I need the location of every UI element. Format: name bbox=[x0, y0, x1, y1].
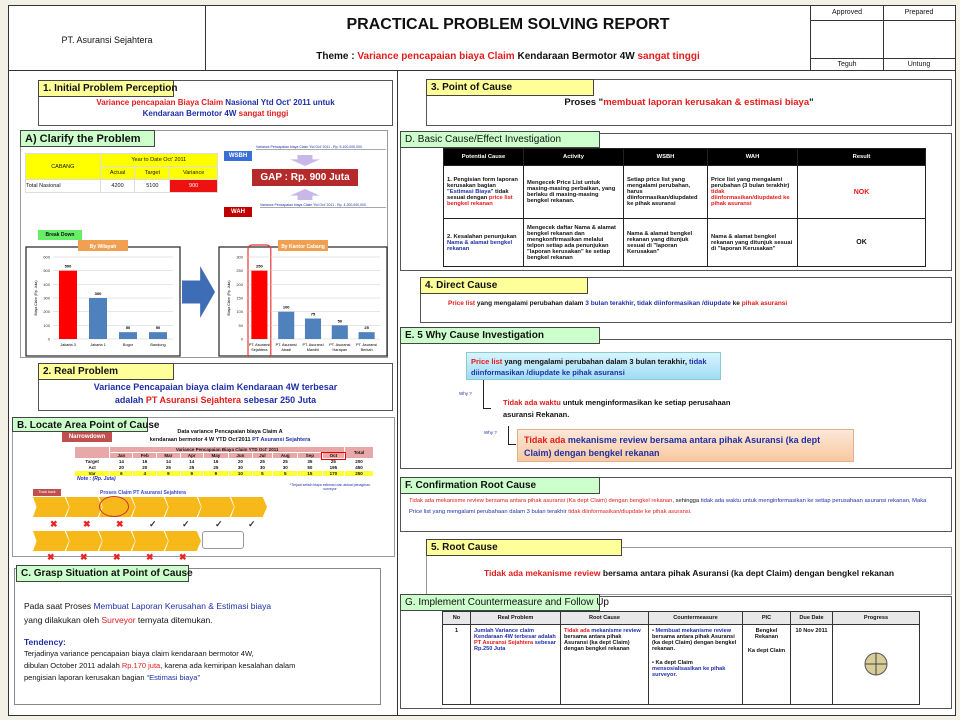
section-title: G. Implement Countermeasure and Follow Up bbox=[400, 594, 600, 611]
text-segment: Price list bbox=[471, 357, 505, 366]
cell: 9 bbox=[157, 471, 181, 477]
cell: 900 bbox=[170, 180, 218, 193]
month-header: Jun bbox=[229, 453, 253, 459]
cell: 20 bbox=[229, 459, 253, 465]
data-label: 50 bbox=[337, 318, 343, 324]
tendency-line bbox=[24, 673, 200, 682]
category-label: Harapan bbox=[332, 348, 348, 352]
section-title: 2. Real Problem bbox=[38, 363, 174, 380]
cause-effect-table bbox=[443, 148, 926, 267]
col-header: Activity bbox=[524, 149, 624, 166]
text-segment: bersama antara pihak Asuransi (ka dept Claim) dengan bengkel rekanan bbox=[564, 634, 630, 652]
bar bbox=[59, 271, 77, 339]
narrowdown-label: Narrowdown bbox=[62, 432, 112, 442]
why-level-2 bbox=[503, 397, 753, 421]
cross-icon: ✖ bbox=[80, 552, 88, 562]
table-row bbox=[444, 166, 926, 219]
text-segment: , karena ada kemiripan kesalahan dalam bbox=[160, 661, 296, 670]
y-tick-label: 600 bbox=[43, 254, 50, 260]
bar bbox=[332, 325, 348, 339]
process-step bbox=[99, 531, 135, 551]
text-segment: sebesar Rp.250 Juta bbox=[474, 640, 556, 652]
y-tick-label: 100 bbox=[236, 309, 243, 315]
text-segment: tidak diinformasikan/diupdated ke pihak asuransi bbox=[711, 189, 790, 207]
confirmation-text bbox=[409, 496, 929, 518]
tendency-line bbox=[24, 649, 254, 658]
cell-cause bbox=[444, 219, 524, 267]
cross-icon: ✖ bbox=[83, 519, 91, 529]
cell: 195 bbox=[322, 465, 345, 471]
section-title: C. Grasp Situation at Point of Cause bbox=[16, 565, 189, 582]
cell-wah bbox=[708, 219, 798, 267]
text-segment: membuat laporan kerusakan & estimasi biaya bbox=[603, 97, 810, 108]
cell: 5 bbox=[273, 471, 298, 477]
cell: 170 bbox=[322, 471, 345, 477]
text-segment: " bbox=[809, 97, 814, 108]
col-header: CABANG bbox=[26, 154, 101, 180]
text-segment: Rp.170 juta bbox=[121, 661, 161, 670]
cell-total: 250 bbox=[345, 471, 374, 477]
trackback-label: Track back bbox=[33, 489, 61, 496]
gap-badge: GAP : Rp. 900 Juta bbox=[252, 169, 358, 186]
text-segment: yang dilakukan oleh bbox=[24, 615, 102, 625]
cell: 16 bbox=[203, 459, 228, 465]
cross-icon: ✖ bbox=[113, 552, 121, 562]
cell: 25 bbox=[252, 459, 272, 465]
col-header: Real Problem bbox=[471, 612, 561, 625]
month-header: Jan bbox=[110, 453, 133, 459]
table-remark: *Terjadi selisih biaya estimasi dan aktual penagihan surveyor bbox=[290, 483, 370, 491]
data-label: 300 bbox=[94, 291, 102, 296]
cell-no: 1 bbox=[443, 625, 471, 705]
col-header: Result bbox=[798, 149, 926, 166]
cell: 25 bbox=[157, 465, 181, 471]
text-segment: Mengecek Price List untuk masing-masing perbaikan, yang berlaku di masing-masing bengkel rekanan. bbox=[527, 180, 616, 204]
text-segment: "Estimasi Biaya" bbox=[447, 189, 496, 195]
approved-name: Teguh bbox=[837, 61, 857, 68]
chart-by-wilayah bbox=[25, 235, 181, 357]
month-header: Jul bbox=[252, 453, 272, 459]
check-icon: ✓ bbox=[182, 519, 190, 529]
cell: 4200 bbox=[100, 180, 135, 193]
y-tick-label: 300 bbox=[236, 254, 243, 260]
company-name: PT. Asuransi Sejahtera bbox=[61, 35, 153, 45]
text-segment: 2. Kesalahan penunjukan bbox=[447, 233, 517, 240]
perception-line-1 bbox=[39, 98, 392, 107]
text-segment: Variance pencapaian Biaya Claim bbox=[96, 98, 226, 107]
text-segment: Nama & alamat bengkel rekanan bbox=[447, 239, 513, 252]
why-label: Why ? bbox=[484, 430, 497, 435]
text-segment: ke bbox=[732, 300, 742, 307]
cross-icon: ✖ bbox=[50, 519, 58, 529]
col-header: PIC bbox=[743, 612, 791, 625]
variance-table bbox=[74, 446, 374, 477]
why-level-3 bbox=[517, 429, 854, 462]
text-segment: Tidak ada waktu bbox=[503, 398, 563, 407]
category-label: PT. Asuransi bbox=[356, 343, 378, 347]
y-tick-label: 500 bbox=[43, 268, 50, 274]
y-tick-label: 0 bbox=[240, 336, 243, 342]
wsbh-badge: WSBH bbox=[224, 151, 252, 161]
process-step bbox=[132, 497, 168, 517]
report-title: PRACTICAL PROBLEM SOLVING REPORT bbox=[346, 16, 670, 33]
cell: 5 bbox=[252, 471, 272, 477]
tendency-line bbox=[24, 661, 295, 670]
chart-title: By Wilayah bbox=[89, 244, 117, 250]
data-label: 500 bbox=[64, 263, 72, 269]
col-header: WAH bbox=[708, 149, 798, 166]
pic-2: Ka dept Claim bbox=[747, 648, 786, 654]
category-label: PT. Asuransi bbox=[275, 343, 297, 347]
cell-total: 450 bbox=[345, 465, 374, 471]
note-box bbox=[202, 531, 244, 549]
grasp-line bbox=[24, 615, 213, 625]
data-label: 75 bbox=[310, 311, 316, 317]
text-segment: tidak diinformasikan/diupdate ke pihak asuransi. bbox=[568, 509, 692, 515]
text-segment: tidak ada waktu untuk menginformasikan ke setiap perusahaan asuransi rekanan, Maka Price list yang mengalami perubahaan dalam 3 bulan terakhir bbox=[409, 498, 927, 515]
cell-wsbh bbox=[624, 166, 708, 219]
data-caption bbox=[110, 437, 350, 443]
real-problem-line-2 bbox=[39, 395, 392, 405]
col-header: Target bbox=[135, 167, 170, 180]
cell-total: 200 bbox=[345, 459, 374, 465]
connector bbox=[483, 380, 491, 409]
cell: 14 bbox=[180, 459, 203, 465]
cell: 35 bbox=[298, 459, 322, 465]
data-label: 100 bbox=[282, 304, 290, 310]
row-label: Total Nasional bbox=[26, 180, 101, 193]
y-tick-label: 300 bbox=[43, 295, 50, 301]
bar bbox=[278, 312, 294, 339]
company-cell bbox=[8, 5, 206, 71]
highlight-circle bbox=[99, 496, 129, 517]
countermeasure-1 bbox=[652, 628, 739, 652]
check-icon: ✓ bbox=[149, 519, 157, 529]
section-grasp-situation bbox=[14, 568, 381, 705]
col-header: Progress bbox=[833, 612, 920, 625]
approval-block bbox=[810, 5, 956, 71]
data-caption: Data variance Pencapaian biaya Claim A bbox=[177, 429, 283, 435]
text-segment: 3 bulan terakhir, tidak diinformasikan /diupdate bbox=[585, 300, 733, 307]
wah-badge: WAH bbox=[224, 207, 252, 217]
process-step bbox=[165, 497, 201, 517]
month-header: May bbox=[203, 453, 228, 459]
text-segment: Price list yang mengalami perubahan (3 bulan terakhir) bbox=[711, 177, 790, 189]
chart-by-kantor-cabang bbox=[218, 235, 388, 357]
y-tick-label: 150 bbox=[236, 295, 243, 301]
text-segment: bersama antara pihak Asuransi (ka dept Claim) dengan bengkel rekanan bbox=[602, 568, 895, 578]
text-segment: pihak asuransi bbox=[741, 300, 788, 307]
section-title: 5. Root Cause bbox=[426, 539, 622, 556]
cell-activity bbox=[524, 166, 624, 219]
cell: 5100 bbox=[135, 180, 170, 193]
category-label: Bandung bbox=[150, 343, 166, 347]
text-segment: PT Asuransi Sejahtera bbox=[474, 640, 535, 646]
text-segment: kendaraan bermotor 4 W YTD Oct'2011 bbox=[149, 437, 253, 443]
y-tick-label: 200 bbox=[236, 281, 243, 287]
section-title: F. Confirmation Root Cause bbox=[400, 477, 600, 494]
category-label: PT. Asuransi bbox=[302, 343, 324, 347]
col-header: Root Cause bbox=[561, 612, 649, 625]
cell: 6 bbox=[110, 471, 133, 477]
bar bbox=[305, 319, 321, 340]
cell: 25 bbox=[273, 459, 298, 465]
cell: 4 bbox=[133, 471, 157, 477]
cell-due-date: 10 Nov 2011 bbox=[791, 625, 833, 705]
data-label: 50 bbox=[125, 325, 131, 331]
text-segment: Tidak ada mekanisme review bersama antara pihak asuransi (Ka dept Claim) dengan bengkel rekanan bbox=[409, 498, 673, 504]
table-row bbox=[75, 471, 374, 477]
cell-wah bbox=[708, 166, 798, 219]
section-title: 4. Direct Cause bbox=[420, 277, 588, 294]
cross-icon: ✖ bbox=[47, 552, 55, 562]
root-cause-text bbox=[427, 568, 951, 578]
wsbh-text: Variance Pencapaian biaya Claim Ytd Oct' 2011 - Rp. 5,100,000,000 bbox=[256, 145, 386, 150]
text-segment: sebesar 250 Juta bbox=[243, 395, 317, 405]
row-label: Target bbox=[75, 459, 110, 465]
section-title: A) Clarify the Problem bbox=[20, 130, 155, 147]
process-step bbox=[231, 497, 267, 517]
cell: 30 bbox=[229, 465, 253, 471]
text-segment: 1. Pengisian form laporan kerusakan bagian bbox=[447, 177, 518, 189]
section-title: 1. Initial Problem Perception bbox=[38, 80, 174, 97]
cell-activity bbox=[524, 219, 624, 267]
connector bbox=[508, 426, 516, 445]
category-label: Jakarta 3 bbox=[60, 343, 76, 347]
y-tick-label: 50 bbox=[238, 322, 243, 328]
perception-line-2 bbox=[39, 109, 392, 118]
text-segment: adalah bbox=[114, 395, 146, 405]
col-header: Total bbox=[345, 447, 374, 459]
text-segment: Pada saat Proses bbox=[24, 601, 94, 611]
y-tick-label: 250 bbox=[236, 268, 243, 274]
text-segment: yang mengalami perubahan dalam bbox=[476, 300, 586, 307]
y-axis-label: Biaya Claim (Rp. Juta) bbox=[34, 280, 38, 316]
y-tick-label: 100 bbox=[43, 322, 50, 328]
text-segment: Nama & alamat bengkel rekanan yang ditunjuk sesuai di "laporan Kerusakan" bbox=[711, 233, 793, 252]
col-header: Countermeasure bbox=[649, 612, 743, 625]
approved-label: Approved bbox=[832, 9, 862, 16]
process-title: Proses Claim PT Asuransi Sejahtera bbox=[100, 490, 186, 496]
countermeasure-2 bbox=[652, 660, 739, 678]
cell: 20 bbox=[110, 465, 133, 471]
text-segment: Membuat Laporan Kerusahan & Estimasi biaya bbox=[93, 601, 272, 611]
text-segment: Kendaraan Bermotor 4W bbox=[142, 109, 239, 118]
text-segment: Kendaraan Bermotor 4W bbox=[517, 51, 638, 62]
text-segment: Variance pencapaian biaya Claim bbox=[357, 51, 518, 62]
text-segment: • Ka dept Claim bbox=[652, 660, 693, 666]
y-tick-label: 400 bbox=[43, 281, 50, 287]
col-header: WSBH bbox=[624, 149, 708, 166]
text-segment: price list bengkel rekanan bbox=[447, 195, 513, 207]
month-header: Aug bbox=[273, 453, 298, 459]
row-label: Var bbox=[75, 471, 110, 477]
prepared-name: Untung bbox=[907, 61, 931, 68]
row-label: Act bbox=[75, 465, 110, 471]
why-label: Why ? bbox=[459, 391, 472, 396]
text-segment: ternyata ditemukan. bbox=[137, 615, 213, 625]
cell: 14 bbox=[157, 459, 181, 465]
why-level-1 bbox=[466, 352, 721, 380]
y-tick-label: 200 bbox=[43, 309, 50, 315]
table-title: Variance Pencapaian Biaya Claim YTD Oct' 2011 bbox=[110, 447, 345, 453]
real-problem-line-1 bbox=[39, 382, 392, 392]
process-step bbox=[33, 497, 69, 517]
text-segment: sangat tinggi bbox=[238, 109, 289, 118]
text-segment: dibulan October 2011 adalah bbox=[24, 661, 122, 670]
category-label: Abadi bbox=[281, 348, 292, 352]
y-tick-label: 0 bbox=[47, 336, 50, 342]
process-step bbox=[198, 497, 234, 517]
table-row bbox=[444, 219, 926, 267]
direct-cause-text bbox=[448, 300, 787, 307]
cross-icon: ✖ bbox=[179, 552, 187, 562]
text-segment: Terjadinya variance pencapaian biaya claim kendaraan bermotor 4W, bbox=[24, 649, 254, 658]
col-header: Actual bbox=[100, 167, 135, 180]
breakdown-label: Break Down bbox=[38, 230, 82, 240]
report-theme bbox=[206, 51, 810, 62]
section-title: 3. Point of Cause bbox=[426, 79, 594, 96]
text-segment: Theme : bbox=[316, 51, 358, 62]
month-header: Feb bbox=[133, 453, 157, 459]
cell: 9 bbox=[203, 471, 228, 477]
category-label: Jakarta 1 bbox=[90, 343, 106, 347]
pic-1: Bengkel Rekanan bbox=[754, 628, 779, 640]
text-segment: Mengecek daftar Nama & alamat bengkel rekanan dan mengkonfirmasikan melalui telpon setiap ada penunjukan "laporan kerusakan" ke setiap bengkel rekanan bbox=[527, 224, 616, 261]
process-step bbox=[66, 531, 102, 551]
text-segment: Setiap price list yang mengalami perubahan, harus diinformasikan/diupdated ke pihak asuransi bbox=[627, 177, 698, 207]
cell-wsbh bbox=[624, 219, 708, 267]
cell: 25 bbox=[203, 465, 228, 471]
text-segment: mekanisme review bersama antara pihak Asuransi (ka dept Claim) dengan bengkel rekanan bbox=[524, 435, 821, 458]
bar bbox=[251, 271, 267, 339]
process-step bbox=[66, 497, 102, 517]
text-segment: Jumlah Variance claim Kendaraan 4W terbesar adalah bbox=[474, 628, 556, 640]
chart-title: By Kantor Cabang bbox=[281, 244, 325, 250]
category-label: Mandiri bbox=[306, 348, 320, 352]
text-segment: tidak sesuai dengan bbox=[447, 189, 509, 201]
category-label: PT. Asuransi bbox=[329, 343, 351, 347]
text-segment: pengisian laporan kerusakan bagian bbox=[24, 673, 147, 682]
cell-result: OK bbox=[798, 219, 926, 267]
text-segment: bersama antara pihak Asuransi (ka dept Claim) dengan bengkel rekanan. bbox=[652, 634, 737, 652]
text-segment: Variance Pencapaian biaya claim Kendaraan 4W terbesar bbox=[93, 382, 338, 392]
text-segment: Nasional Ytd Oct' 2011 untuk bbox=[225, 98, 335, 107]
cell: 15 bbox=[298, 471, 322, 477]
text-segment: untuk menginformasikan ke setiap perusahaan asuransi Rekanan. bbox=[503, 398, 731, 419]
group-header: Year to Date Oct' 2011 bbox=[100, 154, 217, 167]
section-title: D. Basic Cause/Effect Investigation bbox=[400, 131, 600, 148]
category-label: Bogor bbox=[122, 343, 134, 347]
cell-real-problem bbox=[471, 625, 561, 705]
point-of-cause-text bbox=[427, 97, 951, 108]
check-icon: ✓ bbox=[248, 519, 256, 529]
process-step bbox=[33, 531, 69, 551]
tendency-label: Tendency: bbox=[24, 637, 66, 647]
category-label: PT. Asuransi bbox=[248, 343, 270, 347]
progress-ball-icon bbox=[863, 651, 889, 677]
cross-icon: ✖ bbox=[116, 519, 124, 529]
text-segment: tidak diinformasikan /diupdate ke pihak asuransi bbox=[471, 357, 707, 377]
bar bbox=[89, 298, 107, 339]
category-label: Sejahtera bbox=[251, 348, 268, 352]
text-segment: Tidak ada bbox=[564, 628, 592, 634]
month-header: Sep bbox=[298, 453, 322, 459]
section-title: B. Locate Area Point of Cause bbox=[12, 417, 148, 432]
prepared-label: Prepared bbox=[904, 9, 934, 16]
title-cell bbox=[205, 5, 811, 71]
text-segment: mekanisme review bbox=[591, 628, 641, 634]
text-segment: PT Asuransi Sejahtera bbox=[145, 395, 244, 405]
cell: 30 bbox=[252, 465, 272, 471]
text-segment: • Membuat mekanisme review bbox=[652, 628, 732, 634]
text-segment: Nama & alamat bengkel rekanan yang ditunjuk sesuai di "laporan Kerusakan" bbox=[627, 230, 693, 255]
text-segment: yang mengalami perubahan dalam 3 bulan terakhir, bbox=[504, 357, 689, 366]
category-label: Berkah bbox=[360, 348, 373, 352]
data-label: 250 bbox=[256, 263, 263, 269]
bar bbox=[119, 332, 137, 339]
cell-result: NOK bbox=[798, 166, 926, 219]
bar bbox=[359, 332, 375, 339]
wah-text: Variance Pencapaian biaya Claim Ytd Oct' 2011 - Rp. 4,200,000,000 bbox=[260, 203, 386, 208]
cell: 30 bbox=[273, 465, 298, 471]
clarify-table bbox=[25, 153, 218, 193]
data-label: 25 bbox=[364, 325, 369, 331]
month-header: Mar bbox=[157, 453, 181, 459]
y-axis-label: Biaya Claim (Rp. Juta) bbox=[227, 280, 231, 316]
cell: 25 bbox=[180, 465, 203, 471]
process-step bbox=[165, 531, 201, 551]
countermeasure-table bbox=[442, 611, 920, 705]
text-segment: Proses " bbox=[564, 97, 604, 108]
section-title: E. 5 Why Cause Investigation bbox=[400, 327, 600, 344]
cell: 16 bbox=[133, 459, 157, 465]
cell: 25 bbox=[322, 459, 345, 465]
cell-root-cause bbox=[561, 625, 649, 705]
month-header: Apr bbox=[180, 453, 203, 459]
cross-icon: ✖ bbox=[146, 552, 154, 562]
text-segment: PT Asuransi Sejahtera bbox=[252, 437, 311, 443]
col-header: No bbox=[443, 612, 471, 625]
cell: 9 bbox=[180, 471, 203, 477]
grasp-line bbox=[24, 601, 271, 611]
text-segment: sangat tinggi bbox=[637, 51, 700, 62]
data-label: 50 bbox=[155, 325, 161, 331]
cell: 10 bbox=[229, 471, 253, 477]
col-header: Variance bbox=[170, 167, 218, 180]
text-segment: Tidak ada mekanisme review bbox=[483, 568, 603, 578]
text-segment: Surveyor bbox=[101, 615, 138, 625]
col-header: Potential Cause bbox=[444, 149, 524, 166]
cell: 50 bbox=[298, 465, 322, 471]
col-header: Due Date bbox=[791, 612, 833, 625]
text-segment: mensosialisasikan ke pihak surveyor. bbox=[652, 666, 726, 678]
cell: 14 bbox=[110, 459, 133, 465]
cell: 20 bbox=[133, 465, 157, 471]
process-step bbox=[132, 531, 168, 551]
text-segment: Price list bbox=[448, 300, 477, 307]
cell-cause bbox=[444, 166, 524, 219]
table-note: Note : (Rp. Juta) bbox=[77, 476, 116, 482]
month-header: Oct bbox=[322, 453, 345, 459]
text-segment: , sehingga bbox=[672, 498, 701, 504]
check-icon: ✓ bbox=[215, 519, 223, 529]
text-segment: “Estimasi biaya” bbox=[146, 673, 200, 682]
chart-frame bbox=[219, 247, 387, 356]
bar bbox=[149, 332, 167, 339]
text-segment: Tidak ada bbox=[524, 435, 568, 445]
